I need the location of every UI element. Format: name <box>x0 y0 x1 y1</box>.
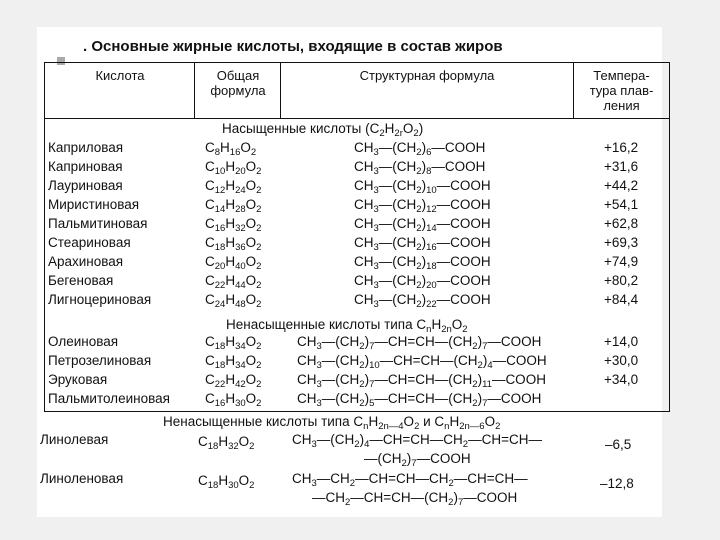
saturated-row-name: Миристиновая <box>48 197 140 212</box>
saturated-row-structure: $CH_3—(CH_2)_6—COOH$ <box>354 140 486 158</box>
header-temp-line2: тура плав- <box>589 83 654 98</box>
header-divider <box>44 118 669 119</box>
header-temp-line1: Темпера- <box>593 68 650 83</box>
unsaturated1-row-formula: $C_{16}H_{30}O_2$ <box>205 391 262 409</box>
header-temp-line3: ления <box>603 98 640 113</box>
unsaturated2-row-structure-line2: $—CH_2—CH=CH—(CH_2)_7—COOH$ <box>312 490 518 508</box>
saturated-row-formula: $C_{14}H_{28}O_2$ <box>205 197 262 215</box>
saturated-row-name: Бегеновая <box>48 273 114 288</box>
header-temperature <box>575 68 668 113</box>
unsaturated1-row-name: Олеиновая <box>48 334 119 349</box>
saturated-row-melting-temp: +44,2 <box>604 178 639 193</box>
unsaturated1-row-formula: $C_{22}H_{42}O_2$ <box>205 372 262 390</box>
col-divider-3 <box>573 62 574 119</box>
header-acid: Кислота <box>95 68 145 83</box>
unsaturated1-row-structure: $CH_3—(CH_2)_{10}—CH=CH—(CH_2)_4—COOH$ <box>297 353 547 371</box>
saturated-row-name: Стеариновая <box>48 235 131 250</box>
saturated-row-name: Арахиновая <box>48 254 124 269</box>
unsaturated1-row-name: Эруковая <box>48 372 108 387</box>
unsaturated2-row-name: Линолевая <box>40 432 109 447</box>
saturated-row-structure: $CH_3—(CH_2)_{16}—COOH$ <box>354 235 491 253</box>
saturated-row-structure: $CH_3—(CH_2)_{18}—COOH$ <box>354 254 491 272</box>
unsaturated1-row-formula: $C_{18}H_{34}O_2$ <box>205 334 262 352</box>
unsaturated2-row-melting-temp: –6,5 <box>605 437 632 452</box>
saturated-row-name: Пальмитиновая <box>48 216 148 231</box>
unsaturated1-row-melting-temp: +30,0 <box>604 353 639 368</box>
unsaturated1-row-name: Петрозелиновая <box>48 353 152 368</box>
saturated-row-melting-temp: +31,6 <box>604 159 639 174</box>
unsaturated1-row-structure: $CH_3—(CH_2)_5—CH=CH—(CH_2)_7—COOH$ <box>297 391 542 409</box>
saturated-row-melting-temp: +84,4 <box>604 292 639 307</box>
saturated-row-formula: $C_{20}H_{40}O_2$ <box>205 254 262 272</box>
saturated-row-melting-temp: +16,2 <box>604 140 639 155</box>
header-structural: Структурная формула <box>359 68 495 83</box>
saturated-row-structure: $CH_3—(CH_2)_{10}—COOH$ <box>354 178 491 196</box>
saturated-row-structure: $CH_3—(CH_2)_{22}—COOH$ <box>354 292 491 310</box>
saturated-row-name: Лигноцериновая <box>48 292 152 307</box>
saturated-row-formula: $C_{10}H_{20}O_2$ <box>205 159 262 177</box>
saturated-row-name: Лауриновая <box>48 178 123 193</box>
header-general-formula-line2: формула <box>210 83 266 98</box>
table-title: . Основные жирные кислоты, входящие в состав жиров <box>83 38 503 55</box>
saturated-row-melting-temp: +69,3 <box>604 235 639 250</box>
unsaturated2-row-melting-temp: –12,8 <box>600 476 634 491</box>
saturated-row-formula: $C_{18}H_{36}O_2$ <box>205 235 262 253</box>
unsaturated2-row-formula: $C_{18}H_{32}O_2$ <box>198 434 255 452</box>
unsaturated1-row-structure: $CH_3—(CH_2)_7—CH=CH—(CH_2)_{11}—COOH$ <box>297 372 546 390</box>
unsaturated2-row-structure-line2: $—(CH_2)_7—COOH$ <box>364 451 471 469</box>
saturated-row-name: Каприловая <box>48 140 124 155</box>
unsaturated1-row-formula: $C_{18}H_{34}O_2$ <box>205 353 262 371</box>
unsaturated1-row-name: Пальмитолеиновая <box>48 391 170 406</box>
header-general-formula-line1: Общая <box>216 68 260 83</box>
saturated-row-formula: $C_{12}H_{24}O_2$ <box>205 178 262 196</box>
saturated-row-structure: $CH_3—(CH_2)_{20}—COOH$ <box>354 273 491 291</box>
saturated-row-melting-temp: +80,2 <box>604 273 639 288</box>
saturated-row-melting-temp: +74,9 <box>604 254 639 269</box>
saturated-row-structure: $CH_3—(CH_2)_8—COOH$ <box>354 159 486 177</box>
unsaturated1-row-melting-temp: +14,0 <box>604 334 639 349</box>
saturated-row-formula: $C_{16}H_{32}O_2$ <box>205 216 262 234</box>
col-divider-1 <box>194 62 195 119</box>
unsaturated2-row-formula: $C_{18}H_{30}O_2$ <box>198 473 255 491</box>
col-divider-2 <box>280 62 281 119</box>
saturated-row-melting-temp: +62,8 <box>604 216 639 231</box>
saturated-row-name: Каприновая <box>48 159 123 174</box>
header-general-formula <box>196 68 280 98</box>
saturated-row-structure: $CH_3—(CH_2)_{14}—COOH$ <box>354 216 491 234</box>
saturated-row-structure: $CH_3—(CH_2)_{12}—COOH$ <box>354 197 491 215</box>
unsaturated2-row-structure-line1: $CH_3—(CH_2)_4—CH=CH—CH_2—CH=CH—$ <box>292 432 542 450</box>
unsaturated2-row-structure-line1: $CH_3—CH_2—CH=CH—CH_2—CH=CH—$ <box>292 471 528 489</box>
unsaturated1-row-melting-temp: +34,0 <box>604 372 639 387</box>
saturated-row-formula: $C_8H_{16}O_2$ <box>205 140 257 158</box>
section-saturated: Насыщенные кислоты $(C_2H_{2r}O_2)$ <box>222 121 424 139</box>
section-unsaturated-1: Ненасыщенные кислоты типа $C_nH_{2n}O_2$ <box>226 317 468 335</box>
unsaturated1-row-structure: $CH_3—(CH_2)_7—CH=CH—(CH_2)_7—COOH$ <box>297 334 542 352</box>
unsaturated2-row-name: Линоленовая <box>40 471 124 486</box>
saturated-row-formula: $C_{24}H_{48}O_2$ <box>205 292 262 310</box>
saturated-row-formula: $C_{22}H_{44}O_2$ <box>205 273 262 291</box>
section-unsaturated-2: Ненасыщенные кислоты типа $C_nH_{2n—4}O_2$ и $C_nH_{2n—6}O_2$ <box>163 414 501 432</box>
saturated-row-melting-temp: +54,1 <box>604 197 639 212</box>
